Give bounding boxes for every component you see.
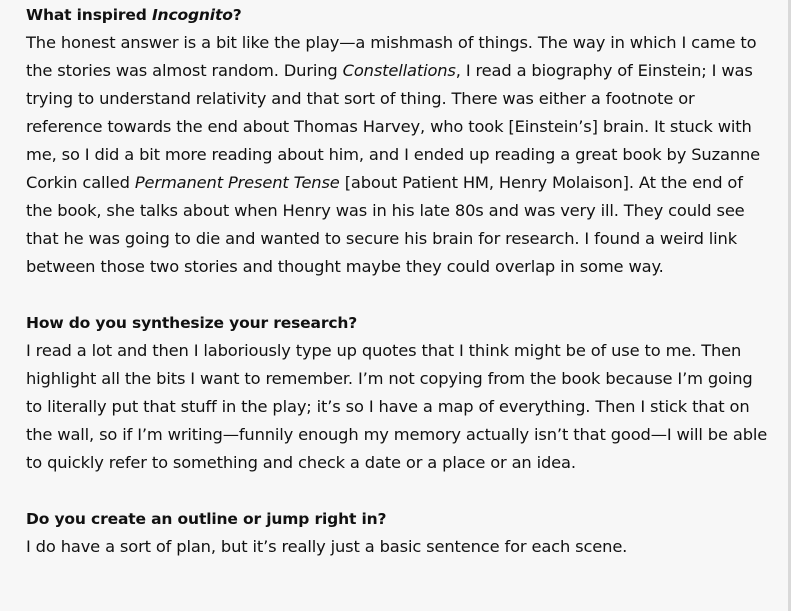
book-title-italic: Permanent Present Tense bbox=[134, 173, 340, 192]
question-heading: How do you synthesize your research? bbox=[26, 314, 358, 332]
qa-section-inspiration bbox=[26, 1, 771, 281]
answer-text: The honest answer is a bit like the play—a mishmash of things. The way in which I came to the stories was almost random. During bbox=[26, 33, 757, 80]
answer-paragraph bbox=[26, 29, 771, 281]
question-heading bbox=[26, 1, 771, 29]
qa-section-research bbox=[26, 309, 771, 477]
question-heading: Do you create an outline or jump right in? bbox=[26, 510, 387, 528]
answer-text: , I read a biography of Einstein; I was trying to understand relativity and that sort of thing. There was either a footnote or reference towards the end about Thomas Harvey, who took [Einstein’s] brain. It stuck with me, so I did a bit more reading about him, and I ended up reading a great book by Suzanne Corkin called bbox=[26, 61, 761, 192]
play-title-italic: Incognito bbox=[151, 6, 233, 24]
answer-paragraph: I do have a sort of plan, but it’s really just a basic sentence for each scene. bbox=[26, 537, 628, 556]
answer-text: [about Patient HM, Henry Molaison]. At the end of the book, she talks about when Henry was in his late 80s and was very ill. They could see that he was going to die and wanted to secure his brain for research. I found a weird link between those two stories and thought maybe they could overlap in some way. bbox=[26, 173, 745, 276]
answer-paragraph: I read a lot and then I laboriously type up quotes that I think might be of use to me. Then highlight all the bits I want to remember. I’m not copying from the book because I’m going to literally put that stuff in the play; it’s so I have a map of everything. Then I stick that on the wall, so if I’m writing—funnily enough my memory actually isn’t that good—I will be able to quickly refer to something and check a date or a place or an idea. bbox=[26, 341, 768, 472]
book-title-italic: Constellations bbox=[342, 61, 456, 80]
question-text: What inspired bbox=[26, 6, 152, 24]
interview-article bbox=[26, 1, 771, 561]
question-mark: ? bbox=[232, 6, 242, 24]
qa-section-outline bbox=[26, 505, 771, 561]
